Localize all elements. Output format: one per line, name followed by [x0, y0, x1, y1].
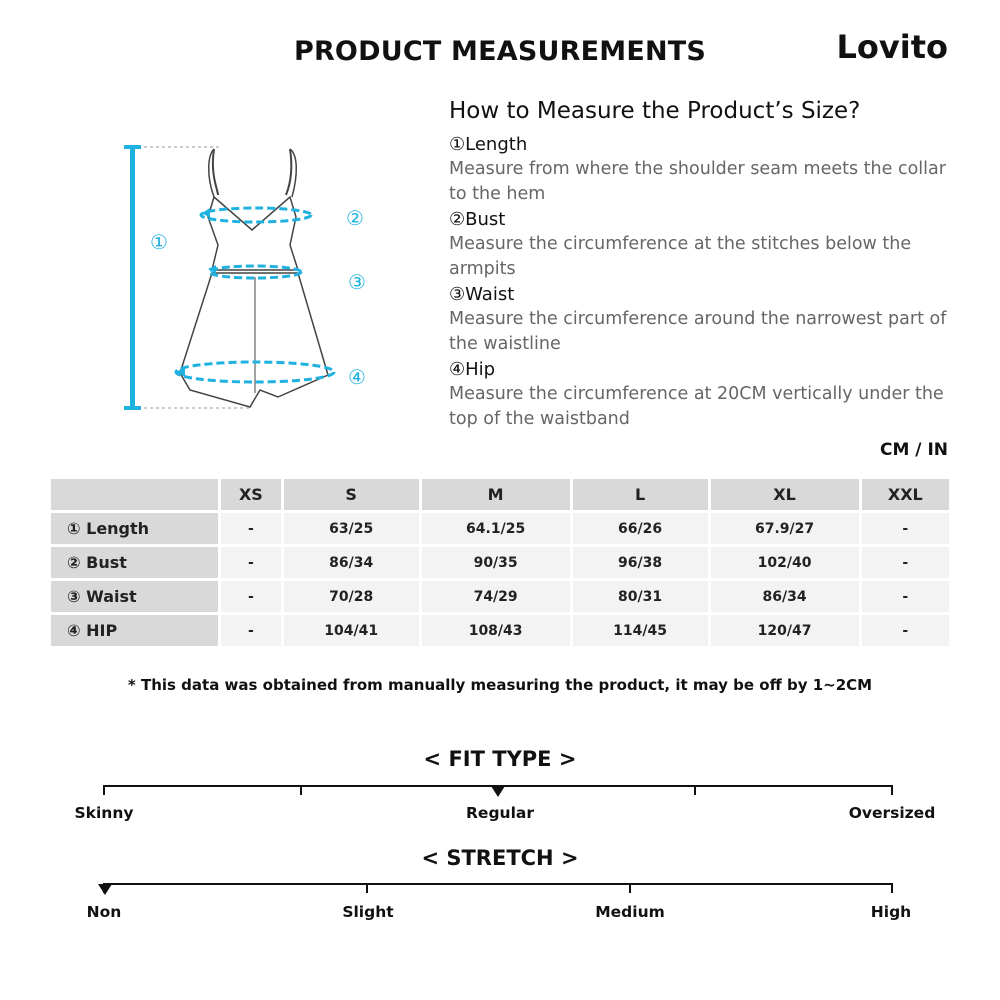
how-to-measure-title: How to Measure the Product’s Size?: [449, 98, 861, 124]
table-cell: 96/38: [573, 547, 708, 578]
row-label: ① Length: [51, 513, 218, 544]
measure-item-waist: [449, 282, 949, 357]
measure-item-hip: [449, 357, 949, 432]
left-strap: [213, 149, 218, 195]
fit-tick: [694, 785, 696, 795]
page-title: PRODUCT MEASUREMENTS: [293, 36, 707, 67]
row-label: ② Bust: [51, 547, 218, 578]
measure-item-desc: Measure the circumference at 20CM vertically under the top of the waistband: [449, 384, 944, 429]
table-cell: -: [221, 581, 281, 612]
column-header: L: [573, 479, 708, 510]
stretch-label-non: Non: [86, 903, 122, 921]
table-cell: 70/28: [284, 581, 419, 612]
table-row: [51, 615, 949, 646]
measure-item-desc: Measure the circumference at the stitches below the armpits: [449, 234, 912, 279]
marker-hip: ④: [348, 365, 366, 389]
table-row: [51, 581, 949, 612]
measure-item-desc: Measure from where the shoulder seam meets the collar to the hem: [449, 159, 946, 204]
table-cell: 86/34: [284, 547, 419, 578]
measure-item-bust: [449, 207, 949, 282]
table-cell: -: [862, 547, 949, 578]
table-cell: 67.9/27: [711, 513, 859, 544]
garment-diagram: [110, 135, 390, 425]
measurement-note: * This data was obtained from manually measuring the product, it may be off by 1~2CM: [127, 676, 873, 694]
right-strap: [286, 149, 291, 195]
table-cell: -: [862, 513, 949, 544]
measure-item-name: ④Hip: [449, 359, 496, 380]
size-table: [48, 476, 952, 649]
skirt: [180, 273, 328, 407]
table-cell: 90/35: [422, 547, 570, 578]
marker-length: ①: [150, 230, 168, 254]
table-cell: -: [862, 615, 949, 646]
measure-item-name: ③Waist: [449, 284, 515, 305]
units-label: CM / IN: [880, 440, 948, 460]
stretch-scale-line: [103, 883, 893, 885]
brand-logo: Lovito: [836, 28, 948, 66]
stretch-tick: [366, 883, 368, 893]
fit-type-selected-marker: [491, 786, 505, 797]
stretch-tick: [891, 883, 893, 893]
table-cell: -: [221, 547, 281, 578]
row-label: ③ Waist: [51, 581, 218, 612]
table-row: [51, 547, 949, 578]
table-cell: -: [221, 615, 281, 646]
stretch-title: < STRETCH >: [421, 846, 579, 870]
table-cell: 102/40: [711, 547, 859, 578]
column-header: XXL: [862, 479, 949, 510]
table-cell: 120/47: [711, 615, 859, 646]
fit-label-regular: Regular: [466, 804, 534, 822]
table-cell: 74/29: [422, 581, 570, 612]
column-header: XS: [221, 479, 281, 510]
table-cell: -: [862, 581, 949, 612]
stretch-label-medium: Medium: [595, 903, 665, 921]
table-cell: 114/45: [573, 615, 708, 646]
table-row: [51, 513, 949, 544]
marker-bust: ②: [346, 206, 364, 230]
stretch-label-slight: Slight: [342, 903, 394, 921]
fit-label-skinny: Skinny: [74, 804, 134, 822]
stretch-selected-marker: [98, 884, 112, 895]
table-cell: 80/31: [573, 581, 708, 612]
table-cell: 108/43: [422, 615, 570, 646]
row-label: ④ HIP: [51, 615, 218, 646]
table-cell: -: [221, 513, 281, 544]
table-cell: 66/26: [573, 513, 708, 544]
fit-tick: [891, 785, 893, 795]
fit-tick: [103, 785, 105, 795]
table-cell: 63/25: [284, 513, 419, 544]
column-header: XL: [711, 479, 859, 510]
length-bar-cap-bottom: [124, 406, 141, 410]
table-header-row: [51, 479, 949, 510]
measure-item-desc: Measure the circumference around the narrowest part of the waistline: [449, 309, 947, 354]
column-header: M: [422, 479, 570, 510]
stretch-tick: [629, 883, 631, 893]
length-bar: [130, 147, 135, 409]
measure-item-length: [449, 132, 949, 207]
table-cell: 64.1/25: [422, 513, 570, 544]
measure-item-name: ①Length: [449, 134, 528, 155]
table-corner-cell: [51, 479, 218, 510]
fit-tick: [300, 785, 302, 795]
column-header: S: [284, 479, 419, 510]
fit-type-title: < FIT TYPE >: [423, 747, 577, 771]
length-bar-cap-top: [124, 145, 141, 149]
table-cell: 104/41: [284, 615, 419, 646]
measure-item-name: ②Bust: [449, 209, 506, 230]
marker-waist: ③: [348, 270, 366, 294]
how-to-measure: [449, 98, 949, 432]
fit-label-oversized: Oversized: [848, 804, 936, 822]
table-cell: 86/34: [711, 581, 859, 612]
stretch-label-high: High: [870, 903, 912, 921]
